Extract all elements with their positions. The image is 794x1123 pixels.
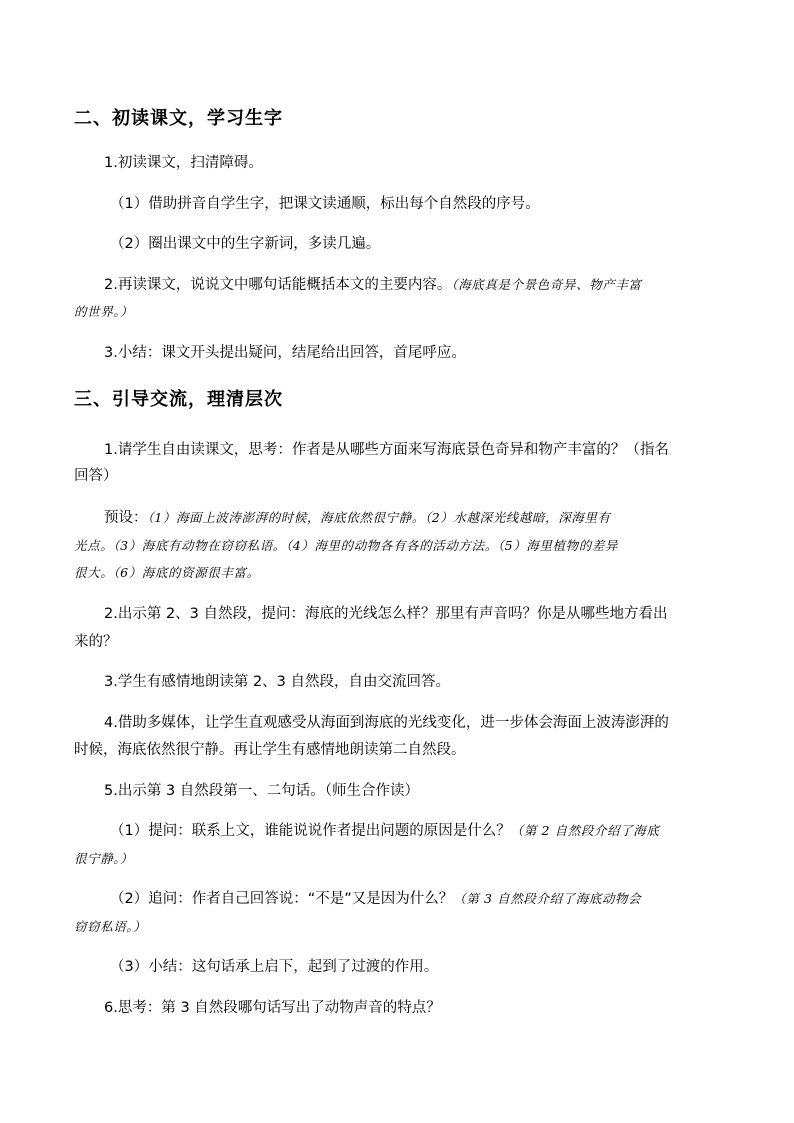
paragraph-continuation [74, 558, 260, 588]
paragraph-continuation [74, 297, 133, 327]
paragraph: 3.小结：课文开头提出疑问，结尾给出回答，首尾呼应。 [104, 345, 466, 361]
answer-note: （海底真是个景色奇异、物产丰富 [451, 277, 642, 292]
paragraph [110, 884, 641, 914]
paragraph-text: （2）追问：作者自己回答说：“不是”又是因为什么？ [110, 891, 454, 907]
paragraph-text: 2.再读课文，说说文中哪句话能概括本文的主要内容。 [104, 277, 452, 293]
paragraph-continuation [74, 531, 618, 561]
section-heading: 三、引导交流，理清层次 [74, 389, 283, 410]
paragraph-text: （1）提问：联系上文，谁能说说作者提出问题的原因是什么？ [110, 823, 511, 839]
paragraph-continuation: 时候，海底依然很宁静。再让学生有感情地朗读第二自然段。 [74, 742, 466, 758]
answer-note: （第 3 自然段介绍了海底动物会 [453, 891, 642, 906]
paragraph-continuation: 回答） [74, 468, 118, 484]
paragraph [104, 270, 642, 300]
answer-note: （第 2 自然段介绍了海底 [510, 823, 660, 838]
preset-text: 光点。（3）海底有动物在窃窃私语。（4）海里的动物各有各的活动方法。（5）海里植物的差异 [74, 538, 619, 553]
answer-note: 的世界。） [74, 304, 134, 319]
paragraph: 1.请学生自由读课文，思考：作者是从哪些方面来写海底景色奇异和物产丰富的？（指名 [104, 442, 669, 458]
answer-note: 窃窃私语。） [74, 919, 147, 934]
paragraph-continuation [74, 844, 133, 874]
paragraph: 4.借助多媒体，让学生直观感受从海面到海底的光线变化，进一步体会海面上波涛澎湃的 [104, 715, 669, 731]
preset-text: （1）海面上波涛澎湃的时候，海底依然很宁静。（2）水越深光线越暗，深海里有 [147, 510, 611, 525]
paragraph: （1）借助拼音自学生字，把课文读通顺，标出每个自然段的序号。 [110, 196, 540, 212]
paragraph: 5.出示第 3 自然段第一、二句话。（师生合作读） [104, 783, 420, 799]
preset-text: 很大。（6）海底的资源很丰富。 [74, 565, 260, 580]
section-heading: 二、初读课文，学习生字 [74, 108, 283, 129]
paragraph: （3）小结：这句话承上启下，起到了过渡的作用。 [110, 959, 439, 975]
paragraph: 3.学生有感情地朗读第 2、3 自然段，自由交流回答。 [104, 674, 451, 690]
paragraph: 2.出示第 2、3 自然段，提问：海底的光线怎么样？那里有声音吗？你是从哪些地方看出 [104, 606, 668, 622]
paragraph [110, 816, 659, 846]
paragraph: （2）圈出课文中的生字新词，多读几遍。 [110, 236, 381, 252]
preset-paragraph [104, 503, 611, 533]
preset-label: 预设： [104, 510, 148, 526]
paragraph-continuation [74, 912, 146, 942]
paragraph: 1.初读课文，扫清障碍。 [104, 155, 263, 171]
answer-note: 很宁静。） [74, 851, 134, 866]
paragraph-continuation: 来的？ [74, 634, 118, 650]
paragraph: 6.思考：第 3 自然段哪句话写出了动物声音的特点？ [104, 1000, 441, 1016]
